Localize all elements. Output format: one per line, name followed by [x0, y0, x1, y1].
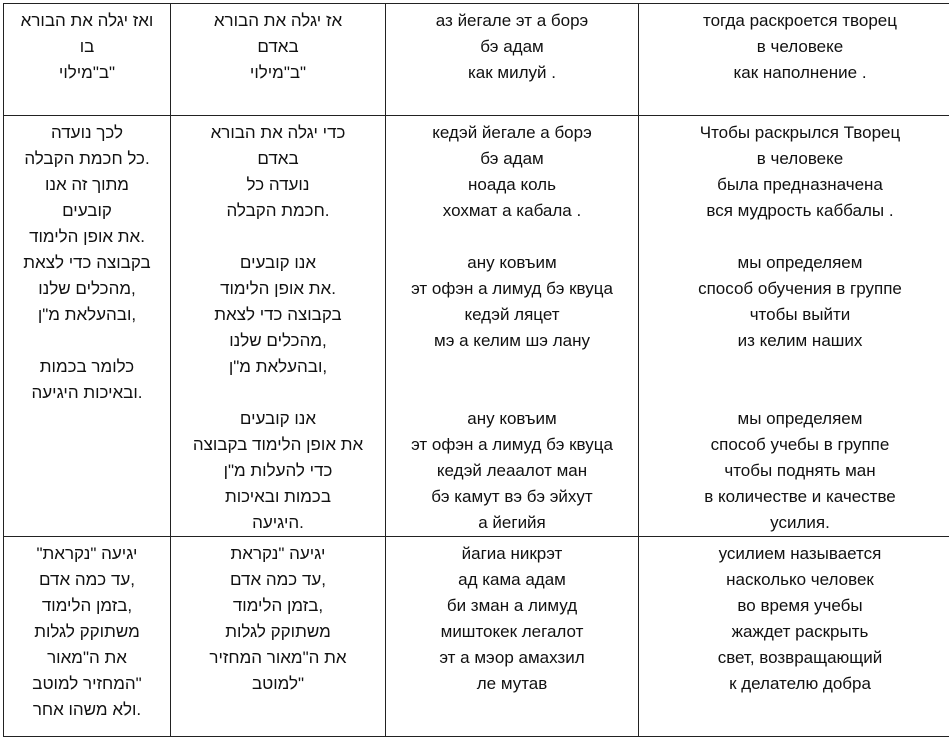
hebrew-simplified-cell	[171, 537, 386, 737]
text-line: כלומר בכמות	[6, 354, 168, 380]
text-line: יגיעה "נקראת"	[6, 541, 168, 567]
table-row	[4, 537, 949, 737]
text-line: .את אופן הלימוד	[6, 224, 168, 250]
text-line: .כל חכמת הקבלה	[6, 146, 168, 172]
transliteration-cell	[386, 537, 639, 737]
text-line	[173, 224, 383, 250]
table-row	[4, 4, 949, 116]
text-line: во время учебы	[641, 593, 949, 619]
hebrew-simplified-cell	[171, 4, 386, 116]
text-line: из келим наших	[641, 328, 949, 354]
text-line: "המחזיר למוטב	[6, 671, 168, 697]
text-line: ану ковъим	[388, 406, 636, 432]
text-line	[173, 380, 383, 406]
text-line: נועדה כל	[173, 172, 383, 198]
text-line: мэ а келим шэ лану	[388, 328, 636, 354]
text-line: את אופן הלימוד בקבוצה	[173, 432, 383, 458]
text-line: эт офэн а лимуд бэ квуца	[388, 432, 636, 458]
text-line: а йегийя	[388, 510, 636, 536]
text-line: эт офэн а лимуд бэ квуца	[388, 276, 636, 302]
text-line: ноада коль	[388, 172, 636, 198]
text-line: ,מהכלים שלנו	[173, 328, 383, 354]
text-line: би зман а лимуд	[388, 593, 636, 619]
text-line: миштокек легалот	[388, 619, 636, 645]
text-line: ,ובהעלאת מ"ן	[173, 354, 383, 380]
text-line: кедэй йегале а борэ	[388, 120, 636, 146]
text-line: ,בזמן הלימוד	[6, 593, 168, 619]
text-line: в человеке	[641, 34, 949, 60]
hebrew-simplified-cell	[171, 116, 386, 537]
text-line: насколько человек	[641, 567, 949, 593]
text-line: כדי להעלות מ"ן	[173, 458, 383, 484]
text-line: эт а мэор амахзил	[388, 645, 636, 671]
text-line: кедэй леаалот ман	[388, 458, 636, 484]
text-line: к делателю добра	[641, 671, 949, 697]
text-line: ,ובהעלאת מ"ן	[6, 302, 168, 328]
text-line: тогда раскроется творец	[641, 8, 949, 34]
text-line: .ולא משהו אחר	[6, 697, 168, 723]
text-line: Чтобы раскрылся Творец	[641, 120, 949, 146]
text-line: כדי יגלה את הבורא	[173, 120, 383, 146]
text-line: .את אופן הלימוד	[173, 276, 383, 302]
text-line: ואז יגלה את הבורא	[6, 8, 168, 34]
text-line: усилия.	[641, 510, 949, 536]
text-line: מתוך זה אנו	[6, 172, 168, 198]
text-line: ,בזמן הלימוד	[173, 593, 383, 619]
text-line: в количестве и качестве	[641, 484, 949, 510]
text-line: в человеке	[641, 146, 949, 172]
text-line	[6, 328, 168, 354]
text-line: קובעים	[6, 198, 168, 224]
text-line: чтобы поднять ман	[641, 458, 949, 484]
text-line: кедэй ляцет	[388, 302, 636, 328]
text-line	[641, 380, 949, 406]
table-row	[4, 116, 949, 537]
text-line: усилием называется	[641, 541, 949, 567]
text-line: вся мудрость каббалы .	[641, 198, 949, 224]
russian-translation-cell	[639, 537, 949, 737]
transliteration-cell	[386, 116, 639, 537]
text-line: бэ адам	[388, 34, 636, 60]
text-line: אנו קובעים	[173, 250, 383, 276]
text-line	[388, 354, 636, 380]
russian-translation-cell	[639, 4, 949, 116]
text-line: как милуй .	[388, 60, 636, 86]
text-line: בקבוצה כדי לצאת	[6, 250, 168, 276]
text-line: свет, возвращающий	[641, 645, 949, 671]
text-line	[388, 224, 636, 250]
text-line: бэ камут вэ бэ эйхут	[388, 484, 636, 510]
text-line: יגיעה "נקראת	[173, 541, 383, 567]
text-line: способ учебы в группе	[641, 432, 949, 458]
text-line: аз йегале эт а борэ	[388, 8, 636, 34]
text-line: была предназначена	[641, 172, 949, 198]
text-line: ,מהכלים שלנו	[6, 276, 168, 302]
text-line: אנו קובעים	[173, 406, 383, 432]
text-line: משתוקק לגלות	[173, 619, 383, 645]
russian-translation-cell	[639, 116, 949, 537]
text-line	[641, 224, 949, 250]
text-line: בו	[6, 34, 168, 60]
text-line: ,עד כמה אדם	[6, 567, 168, 593]
text-line: לכך נועדה	[6, 120, 168, 146]
transliteration-cell	[386, 4, 639, 116]
text-line: ад кама адам	[388, 567, 636, 593]
text-line: хохмат а кабала .	[388, 198, 636, 224]
text-line: способ обучения в группе	[641, 276, 949, 302]
text-line	[388, 380, 636, 406]
text-line	[641, 354, 949, 380]
text-line: .היגיעה	[173, 510, 383, 536]
text-line: ле мутав	[388, 671, 636, 697]
hebrew-original-cell	[4, 4, 171, 116]
text-line: באדם	[173, 146, 383, 172]
text-line: жаждет раскрыть	[641, 619, 949, 645]
text-line: ану ковъим	[388, 250, 636, 276]
text-line: ,עד כמה אדם	[173, 567, 383, 593]
hebrew-original-cell	[4, 116, 171, 537]
text-line: как наполнение .	[641, 60, 949, 86]
text-line: באדם	[173, 34, 383, 60]
text-line: бэ адам	[388, 146, 636, 172]
text-line: "ב"מילוי	[173, 60, 383, 86]
text-line: בקבוצה כדי לצאת	[173, 302, 383, 328]
text-line: בכמות ובאיכות	[173, 484, 383, 510]
text-line: את ה"מאור	[6, 645, 168, 671]
text-line: .ובאיכות היגיעה	[6, 380, 168, 406]
text-line: את ה"מאור המחזיר	[173, 645, 383, 671]
text-line: .חכמת הקבלה	[173, 198, 383, 224]
text-line: משתוקק לגלות	[6, 619, 168, 645]
text-line: йагиа никрэт	[388, 541, 636, 567]
text-line: אז יגלה את הבורא	[173, 8, 383, 34]
translation-table	[3, 3, 949, 737]
hebrew-original-cell	[4, 537, 171, 737]
text-line: мы определяем	[641, 250, 949, 276]
text-line: "למוטב	[173, 671, 383, 697]
text-line: мы определяем	[641, 406, 949, 432]
text-line: "ב"מילוי	[6, 60, 168, 86]
text-line: чтобы выйти	[641, 302, 949, 328]
